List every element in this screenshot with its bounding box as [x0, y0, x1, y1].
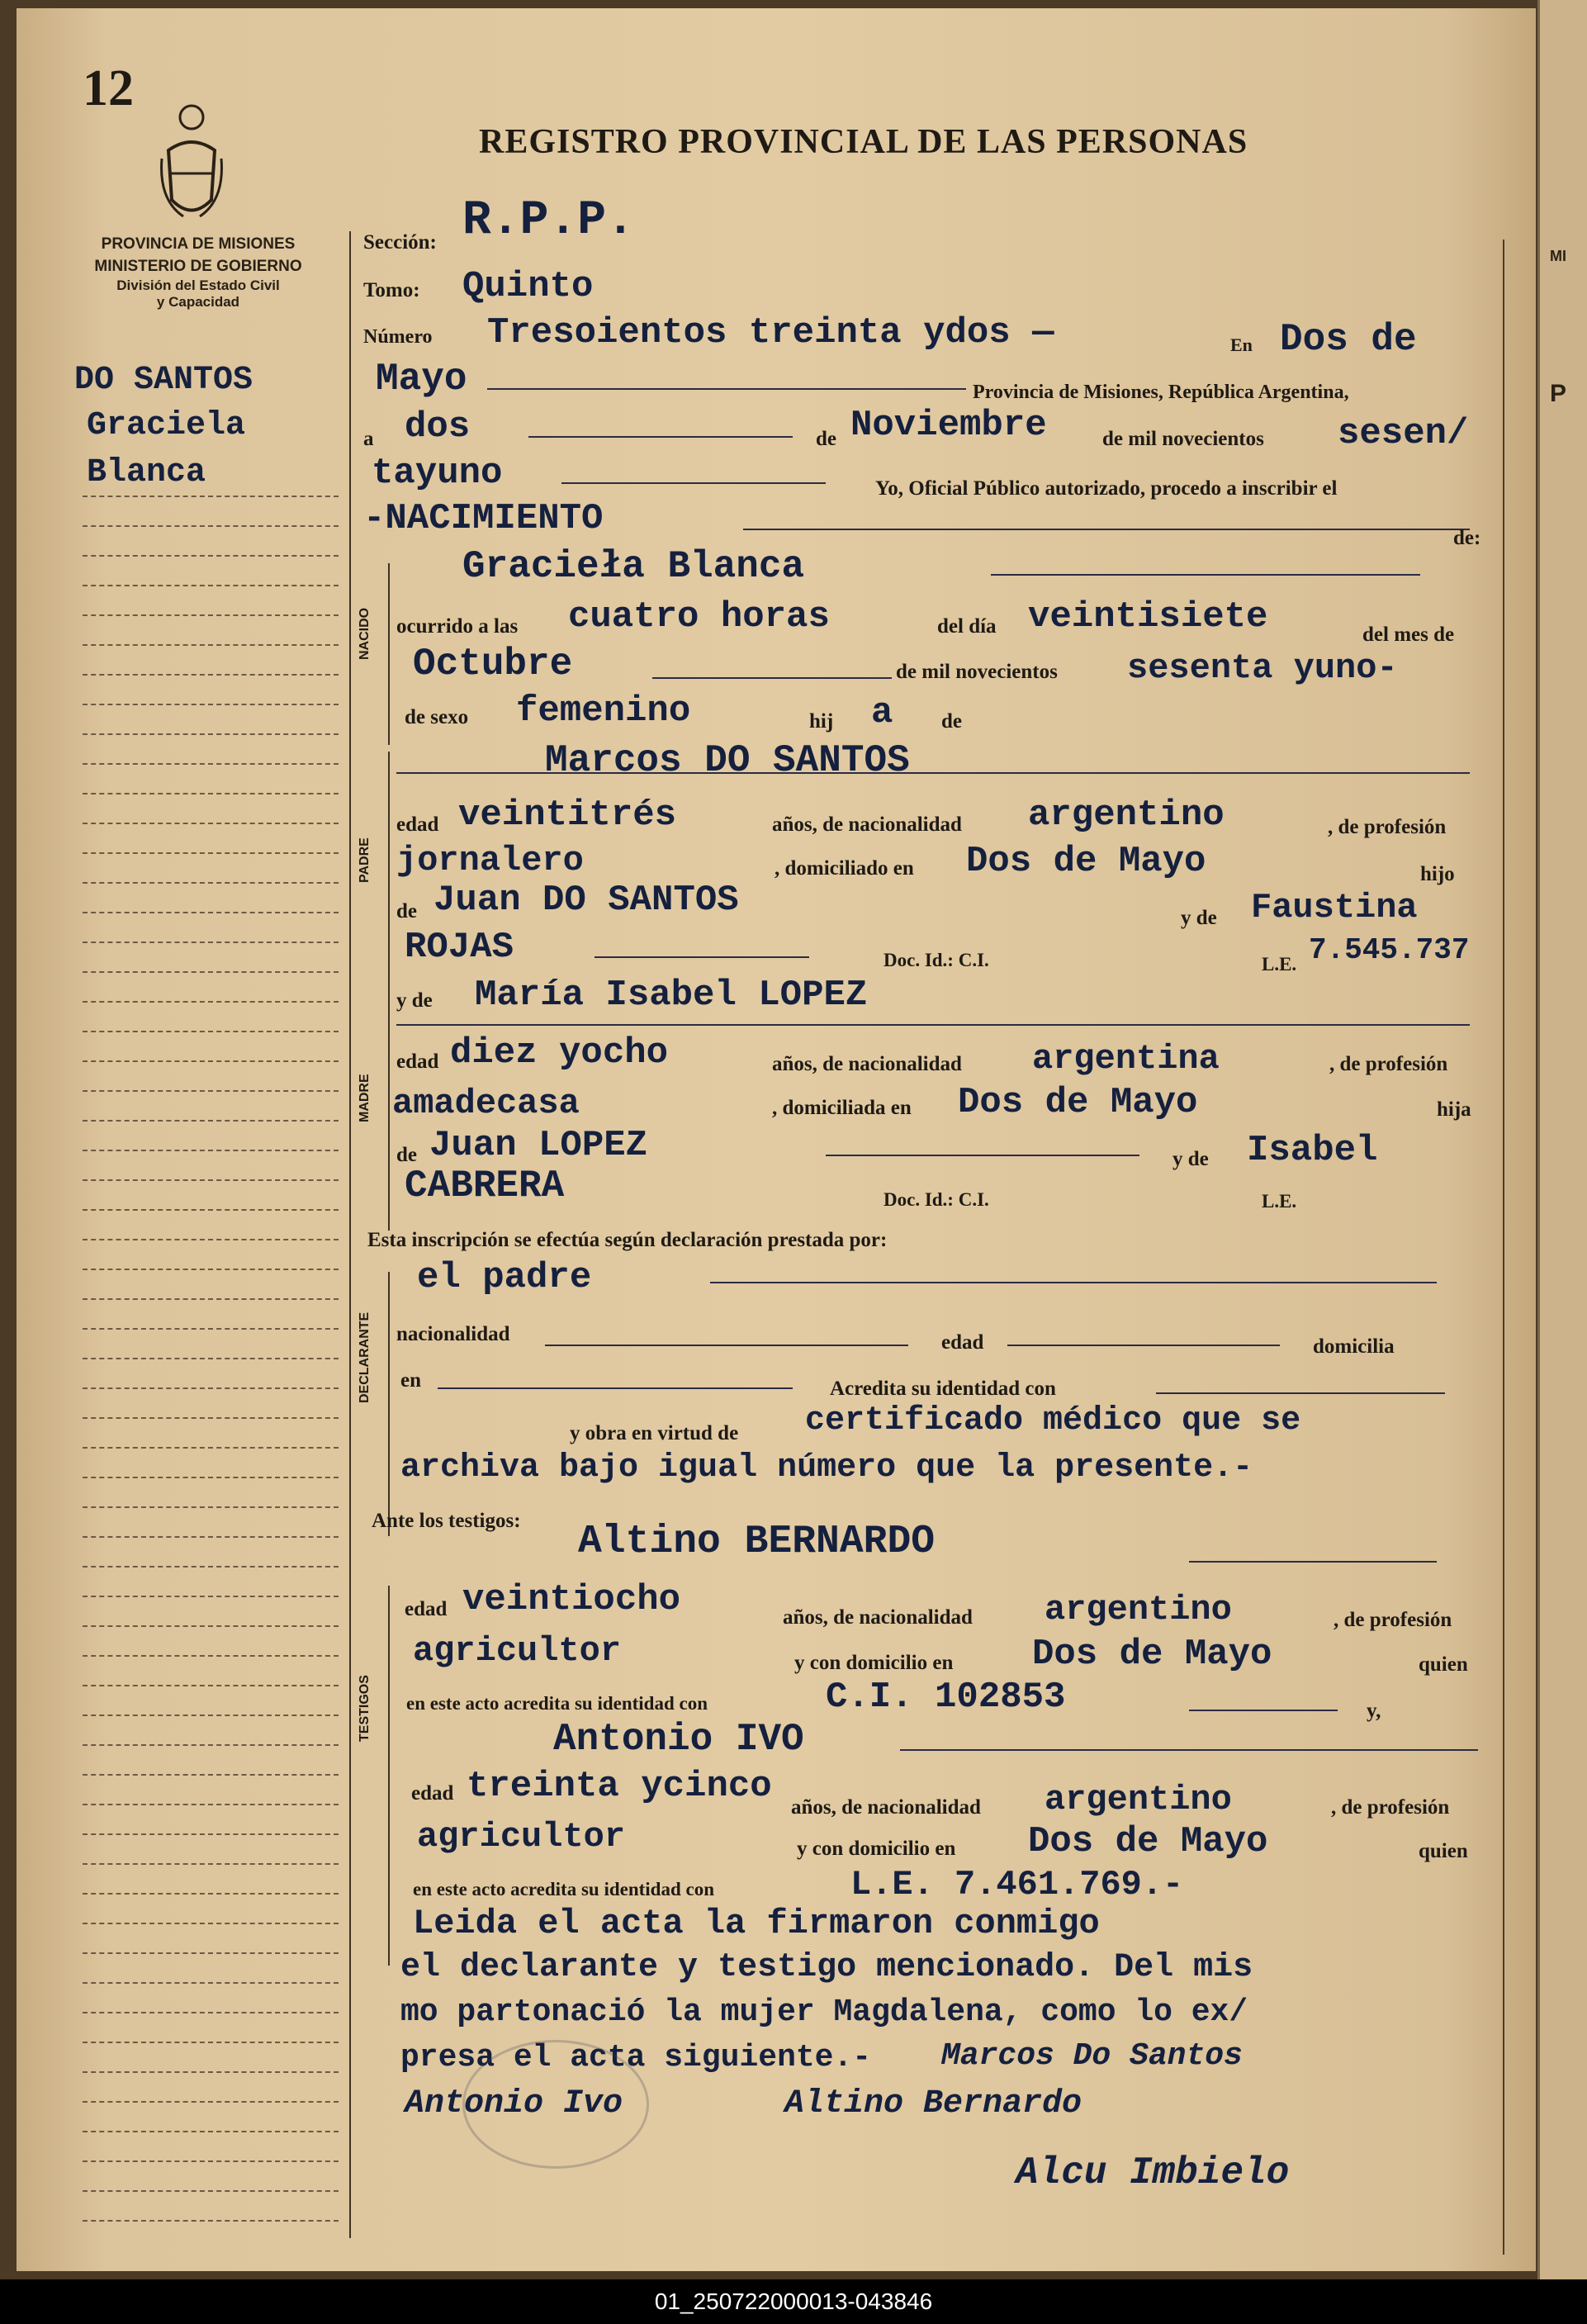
margin-rule-line — [83, 555, 339, 557]
coat-of-arms-icon — [159, 101, 225, 225]
margin-rule-line — [83, 525, 339, 527]
padre-edad-label: edad — [396, 813, 439, 836]
declarante-fill-line — [710, 1282, 1437, 1283]
margin-rule-line — [83, 1744, 339, 1746]
margin-rule-line — [83, 733, 339, 735]
nacionalidad-fill-line — [545, 1345, 908, 1346]
obra-value: certificado médico que se — [805, 1402, 1301, 1439]
mes-value: Noviembre — [850, 405, 1047, 446]
tomo-label: Tomo: — [363, 279, 420, 301]
margin-rule-line — [83, 674, 339, 676]
del-mes-label: del mes de — [1362, 624, 1455, 646]
margin-rule-line — [83, 1625, 339, 1627]
padre-padre-value: Juan DO SANTOS — [433, 880, 739, 921]
signature-witness-2: Antonio Ivo — [405, 2085, 623, 2122]
margin-rule-line — [83, 1298, 339, 1300]
t2-nac-value: argentino — [1045, 1780, 1232, 1819]
domicilia-label: domicilia — [1313, 1335, 1395, 1358]
margin-rule-line — [83, 2160, 339, 2162]
acredita-fill-line — [1156, 1392, 1445, 1394]
madre-madre-value: Isabel — [1247, 1130, 1378, 1171]
t1-profesion-label: , de profesión — [1334, 1609, 1452, 1631]
margin-rule-line — [83, 1923, 339, 1924]
authority-line-2: MINISTERIO DE GOBIERNO — [94, 258, 302, 275]
madre-y-de-2-label: y de — [1172, 1148, 1209, 1170]
en-fill-line-2 — [438, 1387, 793, 1389]
signature-witness-1: Altino Bernardo — [784, 2085, 1082, 2122]
en-2-label: en — [400, 1369, 421, 1392]
margin-rule-line — [83, 763, 339, 765]
margin-rule-line — [83, 1031, 339, 1032]
de-2-label: de — [941, 710, 962, 733]
ante-label: Ante los testigos: — [372, 1510, 521, 1532]
padre-edad-value: veintitrés — [458, 794, 677, 836]
adjacent-page-text-1: MI — [1550, 248, 1566, 264]
t2-edad-label: edad — [411, 1782, 454, 1805]
margin-rule-line — [83, 1447, 339, 1449]
margin-rule-line — [83, 1536, 339, 1538]
de-label: de — [816, 428, 836, 450]
margin-rule-line — [83, 1833, 339, 1835]
nombre-value: Gracieła Blanca — [462, 545, 805, 588]
t1-edad-value: veintiocho — [462, 1579, 681, 1620]
margin-rule-line — [83, 1417, 339, 1419]
t2-profesion-label: , de profesión — [1331, 1796, 1450, 1819]
margin-name-2: Blanca — [87, 454, 206, 491]
mes-nac-value: Octubre — [413, 643, 573, 685]
t2-doc-value: L.E. 7.461.769.- — [850, 1865, 1184, 1904]
adjacent-page-text-2: P — [1550, 380, 1567, 407]
margin-rule-line — [83, 1060, 339, 1062]
hij-suffix-value: a — [871, 692, 893, 733]
seccion-value: R.P.P. — [462, 194, 635, 248]
page-title: REGISTRO PROVINCIAL DE LAS PERSONAS — [479, 123, 1248, 161]
padre-fill-line — [396, 772, 1470, 774]
padre-y-de-label: y de — [1181, 907, 1217, 929]
madre-madre-cont-value: CABRERA — [405, 1164, 565, 1207]
margin-rule-line — [83, 1239, 339, 1240]
section-nacido-title: NACIDO — [358, 607, 372, 660]
margin-rule-line — [83, 1001, 339, 1003]
adjacent-page — [1537, 0, 1587, 2279]
madre-profesion-label: , de profesión — [1329, 1053, 1448, 1075]
dia-value: dos — [405, 406, 471, 448]
a-label: a — [363, 428, 374, 450]
note-line-1: Leida el acta la firmaron conmigo — [413, 1904, 1100, 1943]
madre-doc-label: Doc. Id.: C.I. — [884, 1189, 989, 1210]
margin-rule-line — [83, 1596, 339, 1597]
madre-le-label: L.E. — [1262, 1191, 1297, 1212]
testigo2-value: Antonio IVO — [553, 1718, 804, 1761]
padre-madre-cont-value: ROJAS — [405, 927, 514, 968]
t2-prof-value: agricultor — [417, 1817, 626, 1857]
margin-rule-line — [83, 1358, 339, 1359]
margin-rule-line — [83, 1387, 339, 1389]
madre-prof-value: amadecasa — [392, 1084, 580, 1123]
ocurrido-label: ocurrido a las — [396, 615, 519, 638]
margin-rule-line — [83, 2101, 339, 2103]
madre-padre-value: Juan LOPEZ — [429, 1125, 648, 1166]
edad-fill-line — [1007, 1345, 1280, 1346]
margin-rule-line — [83, 1655, 339, 1657]
padre-prof-value: jornalero — [396, 841, 584, 880]
section-padre — [388, 752, 390, 991]
section-madre — [388, 991, 390, 1231]
section-testigos — [388, 1586, 390, 1966]
margin-rule-line — [83, 1893, 339, 1895]
t2-acredita-label: en este acto acredita su identidad con — [413, 1879, 715, 1900]
del-dia-label: del día — [937, 615, 997, 638]
madre-dom-value: Dos de Mayo — [958, 1082, 1198, 1123]
anio-nac-value: sesenta yuno- — [1127, 648, 1398, 688]
en-label: En — [1230, 334, 1253, 355]
margin-rule-line — [83, 971, 339, 973]
authority-line-4: y Capacidad — [156, 294, 240, 310]
madre-de-label: de — [396, 1144, 417, 1166]
padre-value: Marcos DO SANTOS — [545, 739, 910, 782]
margin-rule-line — [83, 912, 339, 913]
margin-rule-line — [83, 793, 339, 794]
padre-nac-value: argentino — [1028, 794, 1225, 836]
madre-padre-fill-line — [826, 1155, 1139, 1156]
padre-profesion-label: , de profesión — [1328, 816, 1447, 838]
padre-le-value: 7.545.737 — [1309, 933, 1470, 967]
margin-rule-line — [83, 614, 339, 616]
margin-rule-line — [83, 2042, 339, 2043]
t1-anos-label: años, de nacionalidad — [783, 1606, 973, 1629]
image-caption: 01_250722000013-043846 — [0, 2279, 1587, 2324]
section-padre-title: PADRE — [358, 837, 372, 883]
authority-line-1: PROVINCIA DE MISIONES — [101, 235, 296, 253]
madre-edad-label: edad — [396, 1051, 439, 1073]
margin-rule-line — [83, 1209, 339, 1211]
t1-nac-value: argentino — [1045, 1590, 1232, 1629]
section-testigos-title: TESTIGOS — [358, 1675, 372, 1742]
margin-rule-line — [83, 1150, 339, 1151]
declarante-value: el padre — [417, 1257, 592, 1298]
t1-edad-label: edad — [405, 1598, 448, 1620]
margin-rule-line — [83, 2131, 339, 2132]
madre-value: María Isabel LOPEZ — [475, 975, 868, 1016]
dia-fill-line — [528, 436, 793, 438]
anio-fill-line — [561, 482, 826, 484]
margin-rule-line — [83, 2012, 339, 2013]
testigo1-fill-line — [1189, 1561, 1437, 1563]
padre-dom-value: Dos de Mayo — [966, 841, 1206, 882]
margin-rule-line — [83, 1863, 339, 1865]
t1-domicilio-label: y con domicilio en — [794, 1652, 954, 1674]
margin-rule-line — [83, 1774, 339, 1776]
margin-rule-line — [83, 2071, 339, 2073]
en-value-cont: Mayo — [376, 358, 467, 401]
madre-domiciliada-label: , domiciliada en — [772, 1097, 912, 1119]
dia-nac-value: veintisiete — [1028, 596, 1268, 638]
margin-rule-line — [83, 1506, 339, 1508]
madre-fill-line — [396, 1024, 1470, 1026]
tipo-value: -NACIMIENTO — [363, 498, 604, 539]
t1-doc-value: C.I. 102853 — [826, 1677, 1066, 1718]
edad-2-label: edad — [941, 1331, 984, 1354]
obra-label: y obra en virtud de — [570, 1422, 739, 1444]
section-madre-title: MADRE — [358, 1074, 372, 1122]
t1-doc-fill-line — [1189, 1710, 1338, 1711]
de-mil-label: de mil novecientos — [1102, 428, 1264, 450]
seccion-label: Sección: — [363, 231, 437, 254]
nombre-fill-line — [991, 574, 1420, 576]
mes-nac-fill-line — [652, 677, 892, 679]
acredita-label: Acredita su identidad con — [830, 1378, 1056, 1400]
margin-name-1: Graciela — [87, 407, 246, 444]
margin-rule-line — [83, 2220, 339, 2222]
padre-domiciliado-label: , domiciliado en — [775, 857, 914, 880]
margin-rule-line — [83, 644, 339, 646]
margin-rule-line — [83, 1328, 339, 1330]
margin-rule-line — [83, 1685, 339, 1686]
margin-rule-line — [83, 2190, 339, 2192]
anio-value-cont: tayuno — [372, 453, 503, 494]
nacionalidad-label: nacionalidad — [396, 1323, 510, 1345]
margin-rule-line — [83, 1952, 339, 1954]
padre-madre-fill-line — [595, 956, 809, 958]
margin-rule-line — [83, 1090, 339, 1092]
note-line-2: el declarante y testigo mencionado. Del mis — [400, 1949, 1253, 1986]
margin-rule-line — [83, 882, 339, 884]
madre-anos-label: años, de nacionalidad — [772, 1053, 962, 1075]
padre-le-label: L.E. — [1262, 954, 1297, 975]
sexo-value: femenino — [516, 690, 691, 732]
hij-label: hij — [809, 710, 834, 733]
en-fill-line — [487, 388, 966, 390]
margin-rule-line — [83, 1477, 339, 1478]
tomo-value: Quinto — [462, 266, 594, 307]
anio-value: sesen/ — [1338, 413, 1469, 454]
section-nacido — [388, 563, 390, 745]
de-sexo-label: de sexo — [405, 706, 469, 728]
provincia-label: Provincia de Misiones, República Argentina, — [973, 382, 1349, 403]
de-colon-label: de: — [1453, 527, 1481, 549]
obra-value-cont: archiva bajo igual número que la presente.- — [400, 1449, 1253, 1487]
t1-prof-value: agricultor — [413, 1631, 622, 1671]
testigo2-fill-line — [900, 1749, 1478, 1751]
section-declarante — [388, 1272, 390, 1536]
t1-quien-label: quien — [1419, 1653, 1468, 1676]
margin-rule-line — [83, 1566, 339, 1568]
margin-rule-line — [83, 852, 339, 854]
padre-madre-value: Faustina — [1251, 888, 1418, 927]
t1-acredita-label: en este acto acredita su identidad con — [406, 1693, 708, 1714]
padre-doc-label: Doc. Id.: C.I. — [884, 950, 989, 970]
margin-rule-line — [83, 585, 339, 586]
tipo-fill-line — [743, 529, 1470, 530]
right-border — [1503, 240, 1504, 2255]
note-line-4: presa el acta siguiente.- — [400, 2040, 872, 2075]
authority-line-3: División del Estado Civil — [116, 277, 280, 293]
authority-block — [58, 233, 339, 311]
t2-dom-value: Dos de Mayo — [1028, 1821, 1268, 1862]
numero-value: Tresoientos treinta ydos — — [487, 312, 1054, 353]
margin-surname: DO SANTOS — [74, 362, 253, 399]
t2-domicilio-label: y con domicilio en — [797, 1838, 956, 1860]
horas-value: cuatro horas — [568, 596, 830, 638]
signature-official: Alcu Imbielo — [1016, 2151, 1290, 2194]
page-number: 12 — [83, 60, 134, 116]
madre-edad-value: diez yocho — [450, 1032, 669, 1074]
t1-dom-value: Dos de Mayo — [1032, 1634, 1272, 1675]
margin-rule-line — [83, 1179, 339, 1181]
margin-rule-line — [83, 496, 339, 497]
madre-hija-label: hija — [1437, 1098, 1471, 1121]
inscripcion-label: Esta inscripción se efectúa según declaración prestada por: — [367, 1229, 888, 1251]
y-comma-label: y, — [1367, 1700, 1381, 1722]
t2-quien-label: quien — [1419, 1840, 1468, 1862]
margin-rule-line — [83, 823, 339, 824]
margin-rule-line — [83, 1982, 339, 1984]
madre-y-de-label: y de — [396, 989, 433, 1012]
t2-edad-value: treinta ycinco — [467, 1766, 772, 1807]
numero-label: Número — [363, 326, 433, 348]
padre-anos-label: años, de nacionalidad — [772, 813, 962, 836]
t2-anos-label: años, de nacionalidad — [791, 1796, 981, 1819]
margin-rule-line — [83, 941, 339, 943]
margin-rule-line — [83, 1269, 339, 1270]
testigo1-value: Altino BERNARDO — [578, 1520, 936, 1564]
yo-oficial-label: Yo, Oficial Público autorizado, procedo a inscribir el — [875, 477, 1338, 500]
margin-separator — [349, 231, 351, 2238]
note-line-3: mo partonació la mujer Magdalena, como lo ex/ — [400, 1994, 1248, 2030]
margin-rule-line — [83, 1804, 339, 1805]
margin-rule-line — [83, 1715, 339, 1716]
padre-de-label: de — [396, 900, 417, 922]
en-value: Dos de — [1280, 318, 1417, 361]
signature-father: Marcos Do Santos — [941, 2038, 1243, 2074]
seal-stamp — [462, 2040, 649, 2169]
margin-rule-line — [83, 1120, 339, 1122]
padre-hijo-label: hijo — [1420, 863, 1455, 885]
margin-rule-line — [83, 704, 339, 705]
de-mil-2-label: de mil novecientos — [896, 661, 1058, 683]
section-declarante-title — [358, 1370, 372, 1403]
madre-nac-value: argentina — [1032, 1039, 1220, 1079]
